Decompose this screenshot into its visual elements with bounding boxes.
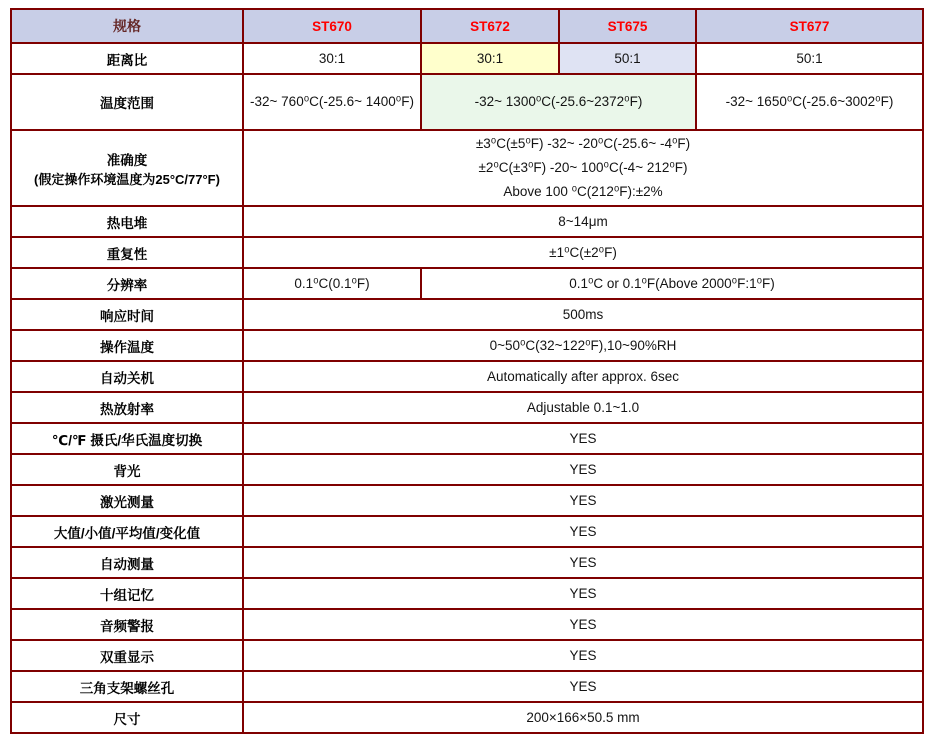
row-tripod-hole: [11, 671, 923, 702]
resolution-others: 0.1⁰C or 0.1⁰F(Above 2000⁰F:1⁰F): [421, 268, 923, 299]
row-label-distance-ratio: 距离比: [11, 43, 243, 74]
row-label-response-time: 响应时间: [11, 299, 243, 330]
row-label-temp-range: 温度范围: [11, 74, 243, 130]
distance-st675: 50:1: [559, 43, 696, 74]
row-label-emissivity: 热放射率: [11, 392, 243, 423]
row-backlight: [11, 454, 923, 485]
memory-value: YES: [243, 578, 923, 609]
row-label-auto-off: 自动关机: [11, 361, 243, 392]
row-label-accuracy: [11, 130, 243, 206]
backlight-value: YES: [243, 454, 923, 485]
dual-display-value: YES: [243, 640, 923, 671]
dimensions-value: 200×166×50.5 mm: [243, 702, 923, 733]
row-resolution: [11, 268, 923, 299]
emissivity-value: Adjustable 0.1~1.0: [243, 392, 923, 423]
row-audio-alarm: [11, 609, 923, 640]
row-dual-display: [11, 640, 923, 671]
distance-st670: 30:1: [243, 43, 421, 74]
row-accuracy: [11, 130, 923, 206]
row-auto-measure: [11, 547, 923, 578]
accuracy-label-condition: (假定操作环境温度为25°C/77°F): [34, 171, 220, 187]
row-thermopile: [11, 206, 923, 237]
tripod-hole-value: YES: [243, 671, 923, 702]
repeatability-value: ±1⁰C(±2⁰F): [243, 237, 923, 268]
unit-switch-value: YES: [243, 423, 923, 454]
row-label-tripod-hole: 三角支架螺丝孔: [11, 671, 243, 702]
response-time-value: 500ms: [243, 299, 923, 330]
distance-st672: 30:1: [421, 43, 559, 74]
accuracy-value: [243, 130, 923, 206]
col-header-st672: ST672: [421, 9, 559, 43]
temp-range-st670: -32~ 760⁰C(-25.6~ 1400⁰F): [243, 74, 421, 130]
col-header-st675: ST675: [559, 9, 696, 43]
row-label-memory: 十组记忆: [11, 578, 243, 609]
distance-st677: 50:1: [696, 43, 923, 74]
accuracy-line-3: Above 100 ⁰C(212⁰F):±2%: [503, 184, 663, 199]
row-emissivity: [11, 392, 923, 423]
row-label-dimensions: 尺寸: [11, 702, 243, 733]
thermopile-value: 8~14μm: [243, 206, 923, 237]
row-distance-ratio: [11, 43, 923, 74]
row-label-dual-display: 双重显示: [11, 640, 243, 671]
row-max-min-avg: [11, 516, 923, 547]
row-auto-off: [11, 361, 923, 392]
auto-measure-value: YES: [243, 547, 923, 578]
row-label-audio-alarm: 音频警报: [11, 609, 243, 640]
accuracy-line-2: ±2⁰C(±3⁰F) -20~ 100⁰C(-4~ 212⁰F): [478, 160, 688, 175]
row-label-repeatability: 重复性: [11, 237, 243, 268]
row-label-backlight: 背光: [11, 454, 243, 485]
row-label-max-min-avg: 大值/小值/平均值/变化值: [11, 516, 243, 547]
row-memory: [11, 578, 923, 609]
row-label-laser: 激光测量: [11, 485, 243, 516]
row-label-auto-measure: 自动测量: [11, 547, 243, 578]
auto-off-value: Automatically after approx. 6sec: [243, 361, 923, 392]
row-response-time: [11, 299, 923, 330]
row-repeatability: [11, 237, 923, 268]
accuracy-line-1: ±3⁰C(±5⁰F) -32~ -20⁰C(-25.6~ -4⁰F): [475, 136, 691, 151]
header-row: [11, 9, 923, 43]
row-label-operating-temp: 操作温度: [11, 330, 243, 361]
spec-table: [10, 8, 924, 734]
temp-range-st677: -32~ 1650⁰C(-25.6~3002⁰F): [696, 74, 923, 130]
row-laser: [11, 485, 923, 516]
row-label-thermopile: 热电堆: [11, 206, 243, 237]
row-unit-switch: [11, 423, 923, 454]
temp-range-st672-st675: -32~ 1300⁰C(-25.6~2372⁰F): [421, 74, 696, 130]
accuracy-label-title: 准确度: [106, 152, 148, 168]
row-dimensions: [11, 702, 923, 733]
col-header-st670: ST670: [243, 9, 421, 43]
row-operating-temp: [11, 330, 923, 361]
col-header-spec: 规格: [11, 9, 243, 43]
resolution-st670: 0.1⁰C(0.1⁰F): [243, 268, 421, 299]
row-temp-range: [11, 74, 923, 130]
max-min-avg-value: YES: [243, 516, 923, 547]
audio-alarm-value: YES: [243, 609, 923, 640]
row-label-unit-switch: ℃/℉ 摄氏/华氏温度切换: [11, 423, 243, 454]
col-header-st677: ST677: [696, 9, 923, 43]
row-label-resolution: 分辨率: [11, 268, 243, 299]
laser-value: YES: [243, 485, 923, 516]
operating-temp-value: 0~50⁰C(32~122⁰F),10~90%RH: [243, 330, 923, 361]
